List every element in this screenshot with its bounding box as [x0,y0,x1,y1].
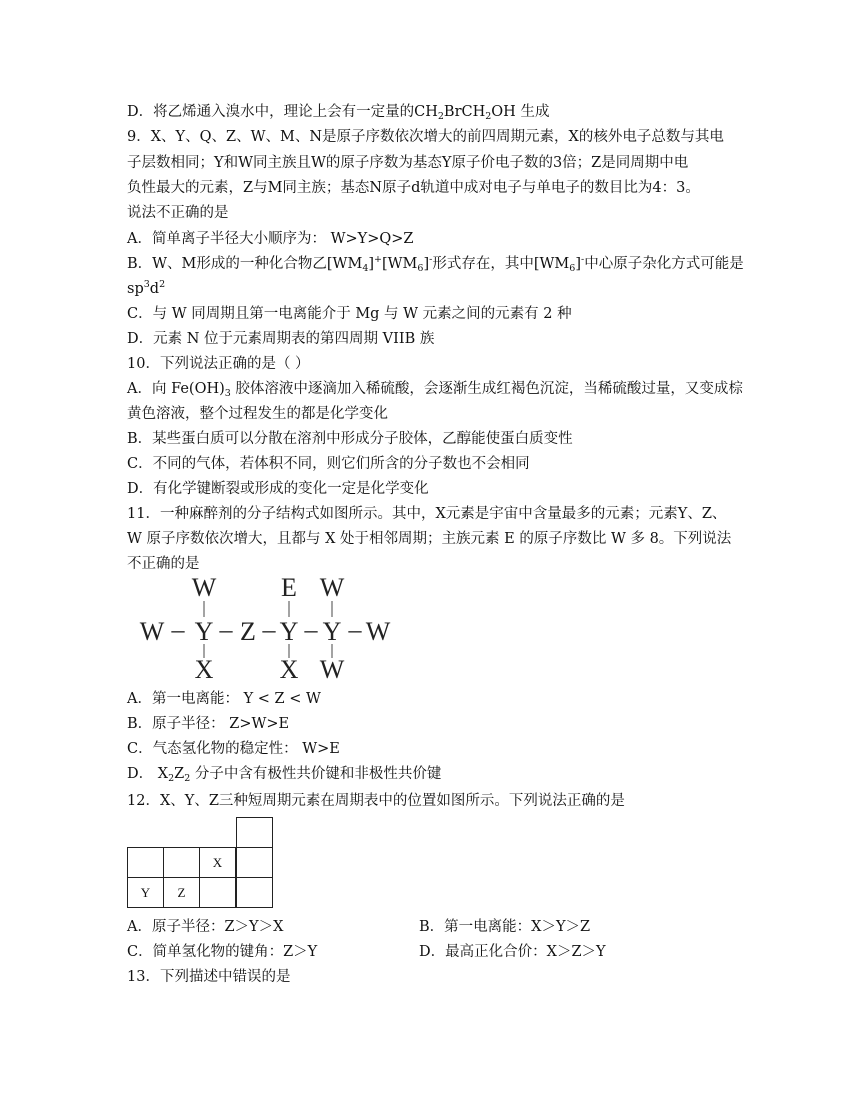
q11-d-text: 分子中含有极性共价键和非极性共价键 [190,766,442,782]
q11-option-b: B．原子半径： Z>W>E [127,716,290,732]
q12-option-a: A．原子半径：Z＞Y＞X [127,919,284,935]
q9-b-text: 中心原子杂化方式可能是 [584,256,744,272]
atom-w: W [319,655,345,684]
structural-formula-svg [138,574,398,684]
bond-dash: – [219,615,233,644]
atom-y: Y [194,617,214,646]
q9-option-a: A．简单离子半径大小顺序为： W>Y>Q>Z [127,231,414,247]
atom-e: E [281,574,297,602]
bond-dash: – [262,615,276,644]
q9-b-text: d [149,281,160,297]
q12-option-b: B．第一电离能：X＞Y＞Z [419,919,591,935]
q9-stem-line: 负性最大的元素，Z与M同主族；基态N原子d轨道中成对电子与单电子的数目比为4：3。 [127,180,700,196]
q8-option-d [127,102,737,122]
q9-b-text: B．W、M形成的一种化合物乙[WM [127,256,363,272]
q13-stem: 13．下列描述中错误的是 [127,969,291,985]
q8-d-text: BrCH [443,104,486,120]
q12-stem: 12．X、Y、Z三种短周期元素在周期表中的位置如图所示。下列说法正确的是 [127,793,625,809]
q9-b-text: ] [575,256,581,272]
q9-b-text: 形式存在，其中[WM [432,256,570,272]
q11-d-text: D． X [127,766,169,782]
table-cell [236,847,273,878]
subscript: 6 [569,263,576,274]
q11-option-a: A．第一电离能： Y < Z < W [127,691,321,707]
table-cell-x: X [199,847,236,878]
q9-option-b-cont [127,279,737,299]
q11-option-d [127,764,737,784]
atom-w: W [319,574,345,602]
atom-y: Y [279,617,299,646]
q12-option-d: D．最高正化合价：X＞Z＞Y [419,944,606,960]
atom-y: Y [322,617,342,646]
q9-b-text: ] [423,256,430,272]
table-cell [236,817,273,848]
q9-option-b [127,254,744,274]
structural-formula [138,574,398,684]
q9-stem-line: 9．X、Y、Q、Z、W、M、N是原子序数依次增大的前四周期元素，X的核外电子总数与其电 [127,129,724,145]
table-cell [236,877,273,908]
q9-option-d: D．元素 N 位于元素周期表的第四周期 VIIB 族 [127,331,435,347]
q9-b-text: [WM [382,256,418,272]
q11-option-c: C．气态氢化物的稳定性： W>E [127,741,340,757]
bond-dash: – [171,615,185,644]
q9-option-c: C．与 W 同周期且第一电离能介于 Mg 与 W 元素之间的元素有 2 种 [127,306,572,322]
q10-option-d: D．有化学键断裂或形成的变化一定是化学变化 [127,481,429,497]
atom-z: Z [240,617,256,646]
q9-b-text: sp [127,281,144,297]
table-cell [199,877,236,908]
subscript: 2 [184,773,191,784]
q11-d-text: Z [174,766,185,782]
superscript: - [429,254,433,265]
bond-dash: – [304,615,318,644]
atom-w: W [139,617,165,646]
atom-x: X [194,655,214,684]
q9-stem-line: 子层数相同；Y和W同主族且W的原子序数为基态Y原子价电子数的3倍；Z是同周期中电 [127,155,689,171]
superscript: 2 [159,279,166,290]
q11-stem-line: 不正确的是 [127,556,200,572]
q10-a-text: A．向 Fe(OH) [127,381,225,397]
atom-w: W [191,574,217,602]
atom-w: W [365,617,391,646]
q10-option-a [127,379,743,399]
q10-option-b: B．某些蛋白质可以分散在溶剂中形成分子胶体，乙醇能使蛋白质变性 [127,431,573,447]
q10-option-a-cont: 黄色溶液，整个过程发生的都是化学变化 [127,406,388,422]
subscript: 3 [224,388,231,399]
q10-option-c: C．不同的气体，若体积不同，则它们所含的分子数也不会相同 [127,456,530,472]
atom-x: X [279,655,299,684]
q12-option-c: C．简单氢化物的键角：Z＞Y [127,944,318,960]
table-cell-z: Z [163,877,200,908]
q9-b-text: ] [368,256,375,272]
q9-stem-line: 说法不正确的是 [127,205,229,221]
superscript: + [374,254,382,265]
superscript: 3 [143,279,150,290]
table-cell [163,847,200,878]
q10-stem: 10．下列说法正确的是（ ） [127,356,310,372]
q11-stem-line: W 原子序数依次增大，且都与 X 处于相邻周期；主族元素 E 的原子序数比 W 多 8。下列说法 [127,531,732,547]
subscript: 2 [485,111,492,122]
table-cell-y: Y [127,877,164,908]
bond-dash: – [348,615,362,644]
table-cell [127,847,164,878]
q8-d-text: D．将乙烯通入溴水中，理论上会有一定量的CH [127,104,438,120]
subscript: 2 [437,111,444,122]
q11-stem-line: 11．一种麻醉剂的分子结构式如图所示。其中，X元素是宇宙中含量最多的元素；元素Y、Z、 [127,506,727,522]
q10-a-text: 胶体溶液中逐滴加入稀硫酸，会逐渐生成红褐色沉淀，当稀硫酸过量，又变成棕 [230,381,743,397]
subscript: 2 [168,773,175,784]
subscript: 6 [417,263,424,274]
subscript: 4 [362,263,369,274]
q8-d-text: OH 生成 [491,104,550,120]
superscript: - [581,254,585,265]
